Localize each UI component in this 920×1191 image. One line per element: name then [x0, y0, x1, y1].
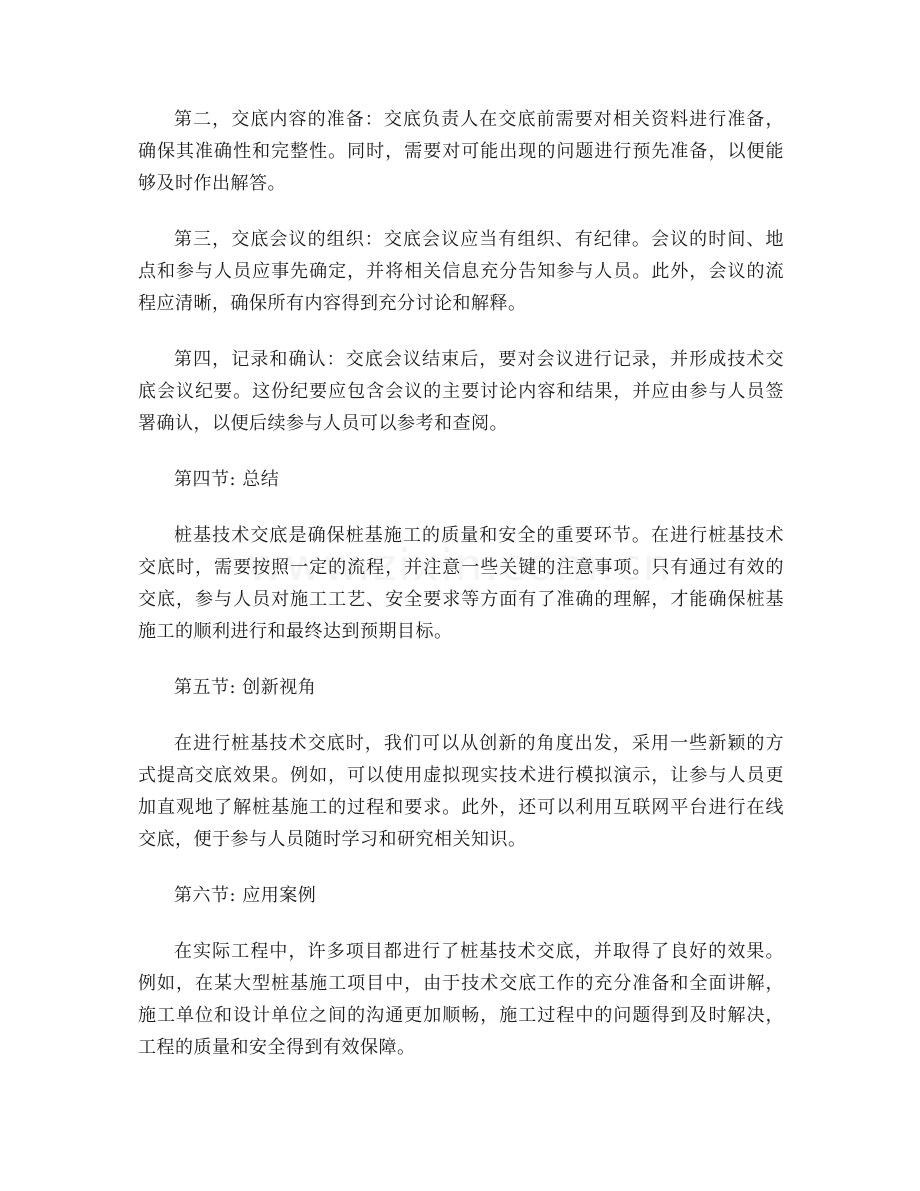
- section-heading-case-study: 第六节: 应用案例: [174, 885, 317, 906]
- section-heading-innovation: 第五节: 创新视角: [174, 677, 317, 698]
- paragraph-case-study: 在实际工程中，许多项目都进行了桩基技术交底，并取得了良好的效果。例如，在某大型桩基施工项目中，由于技术交底工作的充分准备和全面讲解，施工单位和设计单位之间的沟通更加顺畅，施工过程中的问题得到及时解决，工程的质量和安全得到有效保障。: [138, 941, 784, 1058]
- document-body: [138, 104, 784, 1088]
- paragraph-summary: 桩基技术交底是确保桩基施工的质量和安全的重要环节。在进行桩基技术交底时，需要按照一定的流程，并注意一些关键的注意事项。只有通过有效的交底，参与人员对施工工艺、安全要求等方面有了准确的理解，才能确保桩基施工的顺利进行和最终达到预期目标。: [138, 525, 784, 642]
- paragraph-innovation: 在进行桩基技术交底时，我们可以从创新的角度出发，采用一些新颖的方式提高交底效果。例如，可以使用虚拟现实技术进行模拟演示，让参与人员更加直观地了解桩基施工的过程和要求。此外，还可以利用互联网平台进行在线交底，便于参与人员随时学习和研究相关知识。: [138, 733, 784, 850]
- paragraph-handover-content-preparation: 第二，交底内容的准备：交底负责人在交底前需要对相关资料进行准备，确保其准确性和完整性。同时，需要对可能出现的问题进行预先准备，以便能够及时作出解答。: [138, 109, 784, 194]
- paragraph-record-and-confirmation: 第四，记录和确认：交底会议结束后，要对会议进行记录，并形成技术交底会议纪要。这份纪要应包含会议的主要讨论内容和结果，并应由参与人员签署确认，以便后续参与人员可以参考和查阅。: [138, 349, 784, 434]
- section-heading-summary: 第四节: 总结: [174, 469, 280, 490]
- paragraph-handover-meeting-organization: 第三，交底会议的组织：交底会议应当有组织、有纪律。会议的时间、地点和参与人员应事先确定，并将相关信息充分告知参与人员。此外，会议的流程应清晰，确保所有内容得到充分讨论和解释。: [138, 229, 784, 314]
